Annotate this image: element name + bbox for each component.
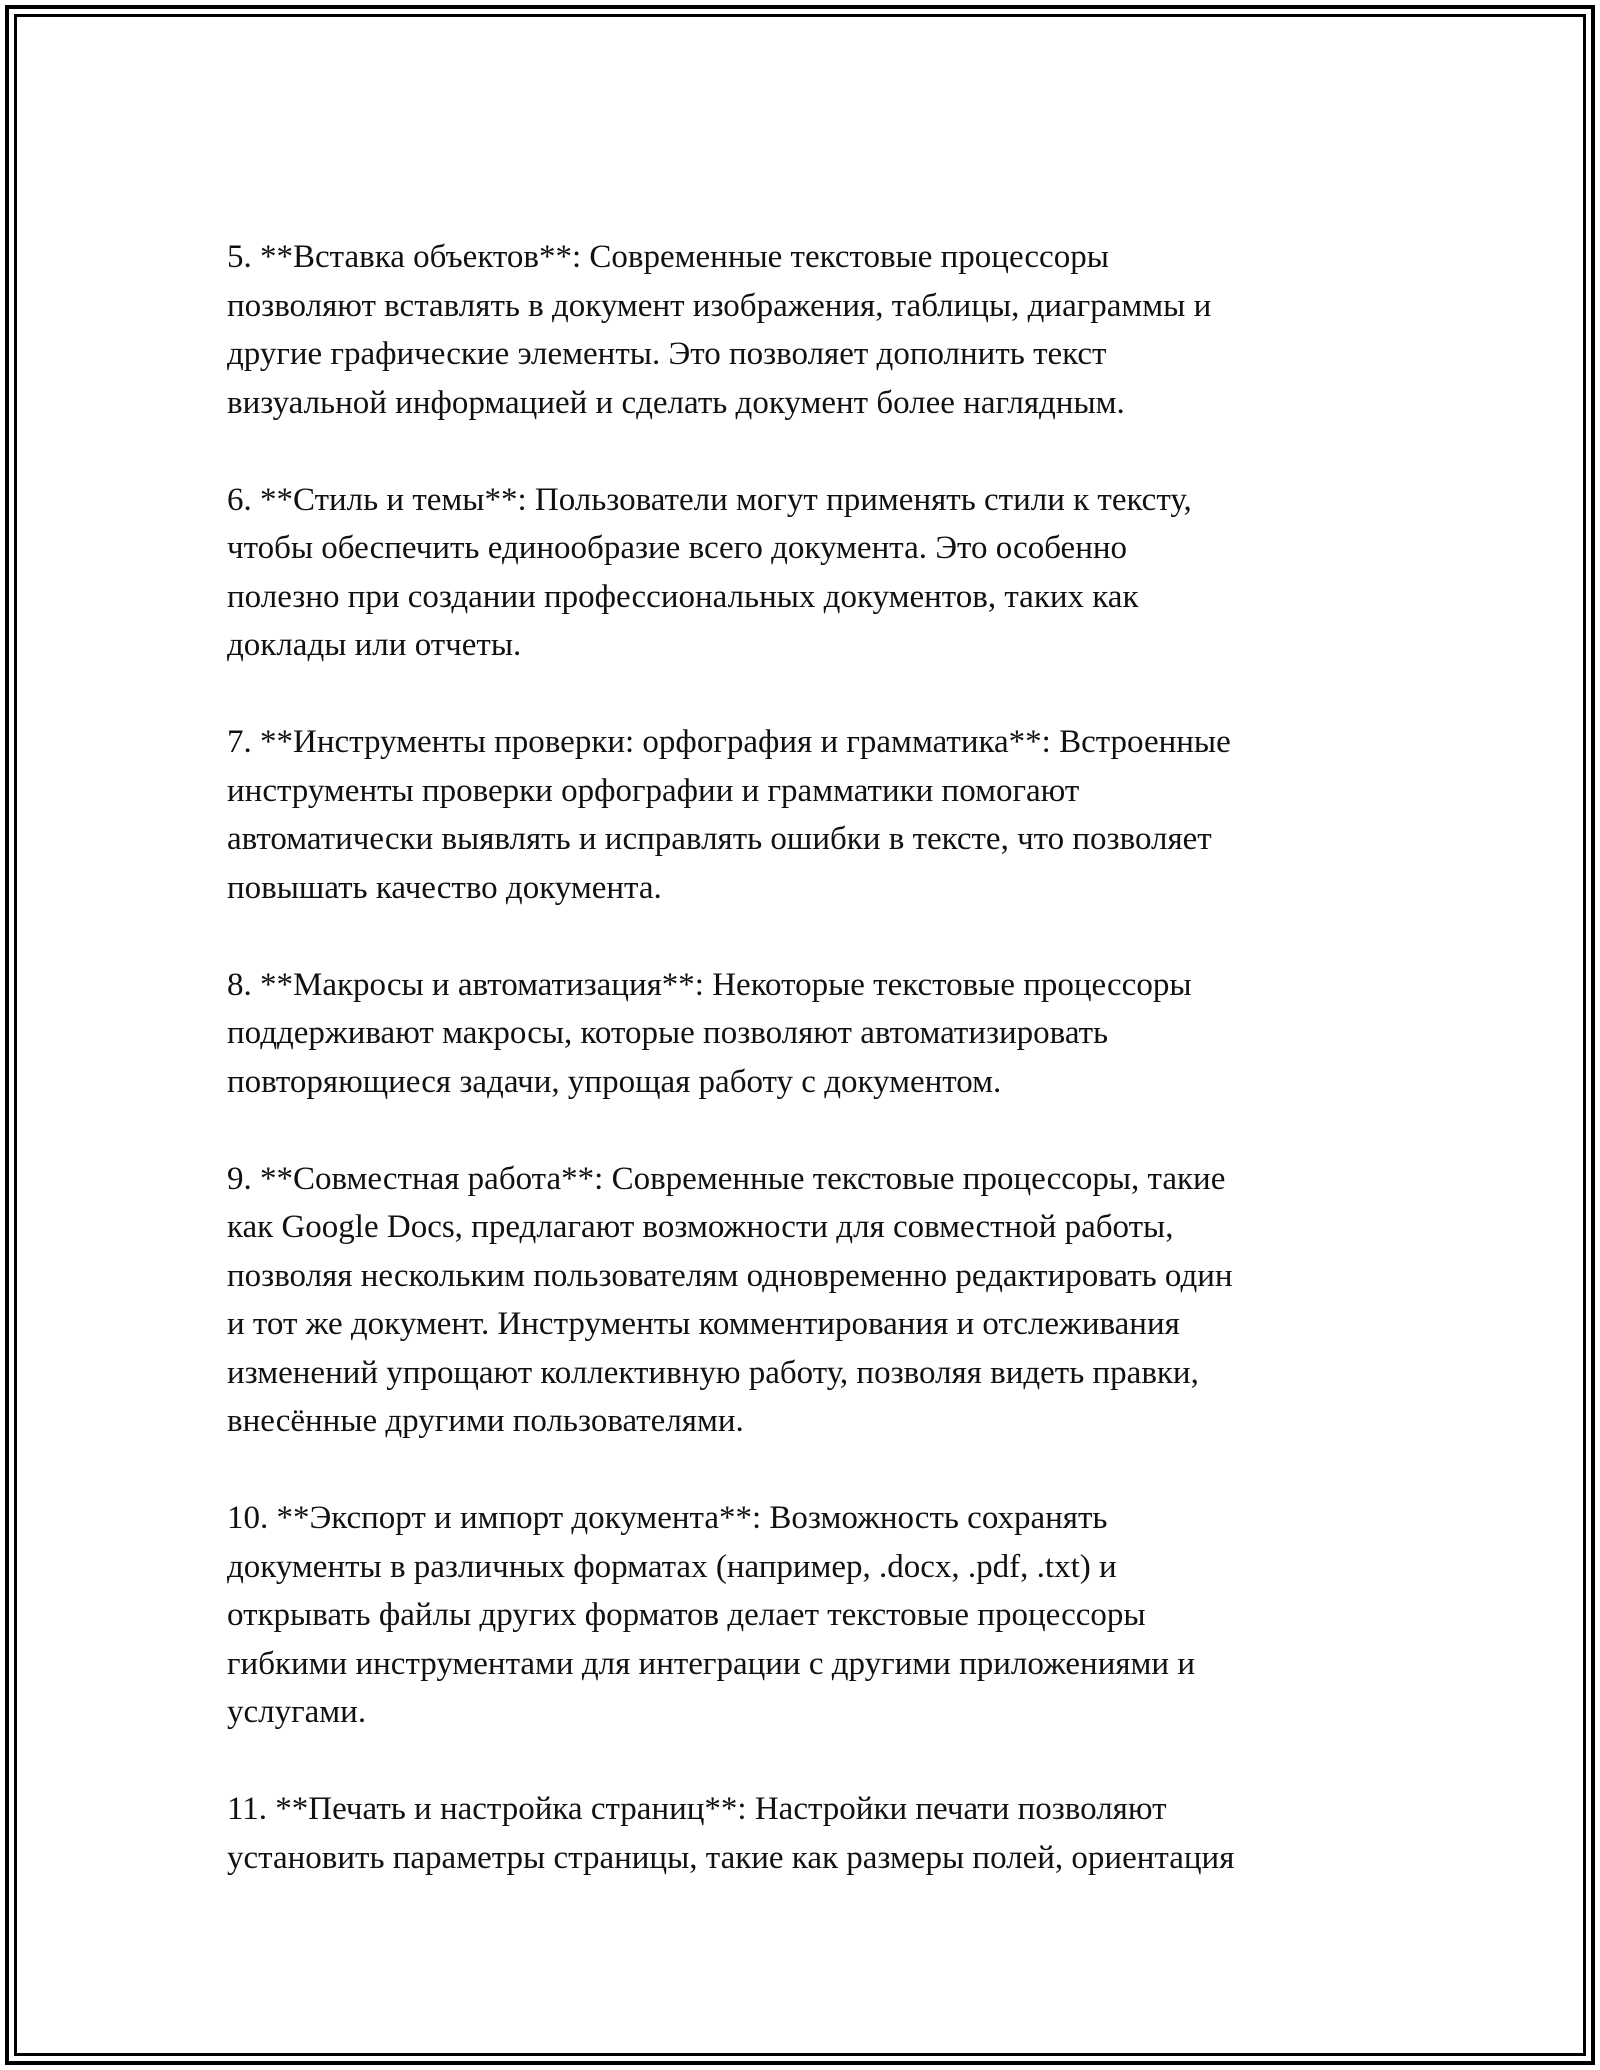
text-line: инструменты проверки орфографии и грамматики помогают [227, 772, 1080, 809]
text-line: документы в различных форматах (например, .docx, .pdf, .txt) и [227, 1548, 1117, 1585]
text-line: автоматически выявлять и исправлять ошибки в тексте, что позволяет [227, 821, 1212, 857]
text-line: полезно при создании профессиональных документов, таких как [227, 578, 1139, 615]
text-line: позволяют вставлять в документ изображения, таблицы, диаграммы и [227, 287, 1212, 324]
paragraph-item-6 [227, 476, 1402, 670]
text-line: повторяющиеся задачи, упрощая работу с документом. [227, 1063, 1002, 1100]
document-body [227, 233, 1402, 1931]
text-line: 7. **Инструменты проверки: орфография и грамматика**: Встроенные [227, 724, 1231, 760]
text-line: открывать файлы других форматов делает текстовые процессоры [227, 1597, 1146, 1633]
text-line: чтобы обеспечить единообразие всего документа. Это особенно [227, 530, 1128, 566]
text-line: другие графические элементы. Это позволяет дополнить текст [227, 336, 1107, 372]
text-line: 10. **Экспорт и импорт документа**: Возможность сохранять [227, 1500, 1108, 1536]
text-line: изменений упрощают коллективную работу, позволяя видеть правки, [227, 1354, 1199, 1391]
paragraph-item-9 [227, 1155, 1402, 1446]
text-line: и тот же документ. Инструменты комментирования и отслеживания [227, 1306, 1180, 1342]
text-line: установить параметры страницы, такие как размеры полей, ориентация [227, 1839, 1235, 1876]
text-line: услугами. [227, 1694, 367, 1730]
text-line: 5. **Вставка объектов**: Современные текстовые процессоры [227, 239, 1109, 275]
paragraph-item-8 [227, 961, 1402, 1107]
text-line: поддерживают макросы, которые позволяют автоматизировать [227, 1015, 1109, 1051]
text-line: позволяя нескольким пользователям одновременно редактировать один [227, 1257, 1233, 1294]
text-line: доклады или отчеты. [227, 627, 522, 663]
text-line: внесённые другими пользователями. [227, 1403, 744, 1439]
paragraph-item-7 [227, 718, 1402, 912]
paragraph-item-11 [227, 1785, 1402, 1882]
text-line: 11. **Печать и настройка страниц**: Настройки печати позволяют [227, 1791, 1167, 1827]
text-line: гибкими инструментами для интеграции с другими приложениями и [227, 1645, 1196, 1682]
text-line: повышать качество документа. [227, 869, 662, 906]
text-line: 8. **Макросы и автоматизация**: Некоторые текстовые процессоры [227, 966, 1192, 1003]
text-line: визуальной информацией и сделать документ более наглядным. [227, 384, 1125, 421]
text-line: как Google Docs, предлагают возможности для совместной работы, [227, 1209, 1174, 1245]
text-line: 9. **Совместная работа**: Современные текстовые процессоры, такие [227, 1160, 1226, 1197]
paragraph-item-10 [227, 1494, 1402, 1737]
text-line: 6. **Стиль и темы**: Пользователи могут применять стили к тексту, [227, 481, 1192, 518]
paragraph-item-5 [227, 233, 1402, 427]
